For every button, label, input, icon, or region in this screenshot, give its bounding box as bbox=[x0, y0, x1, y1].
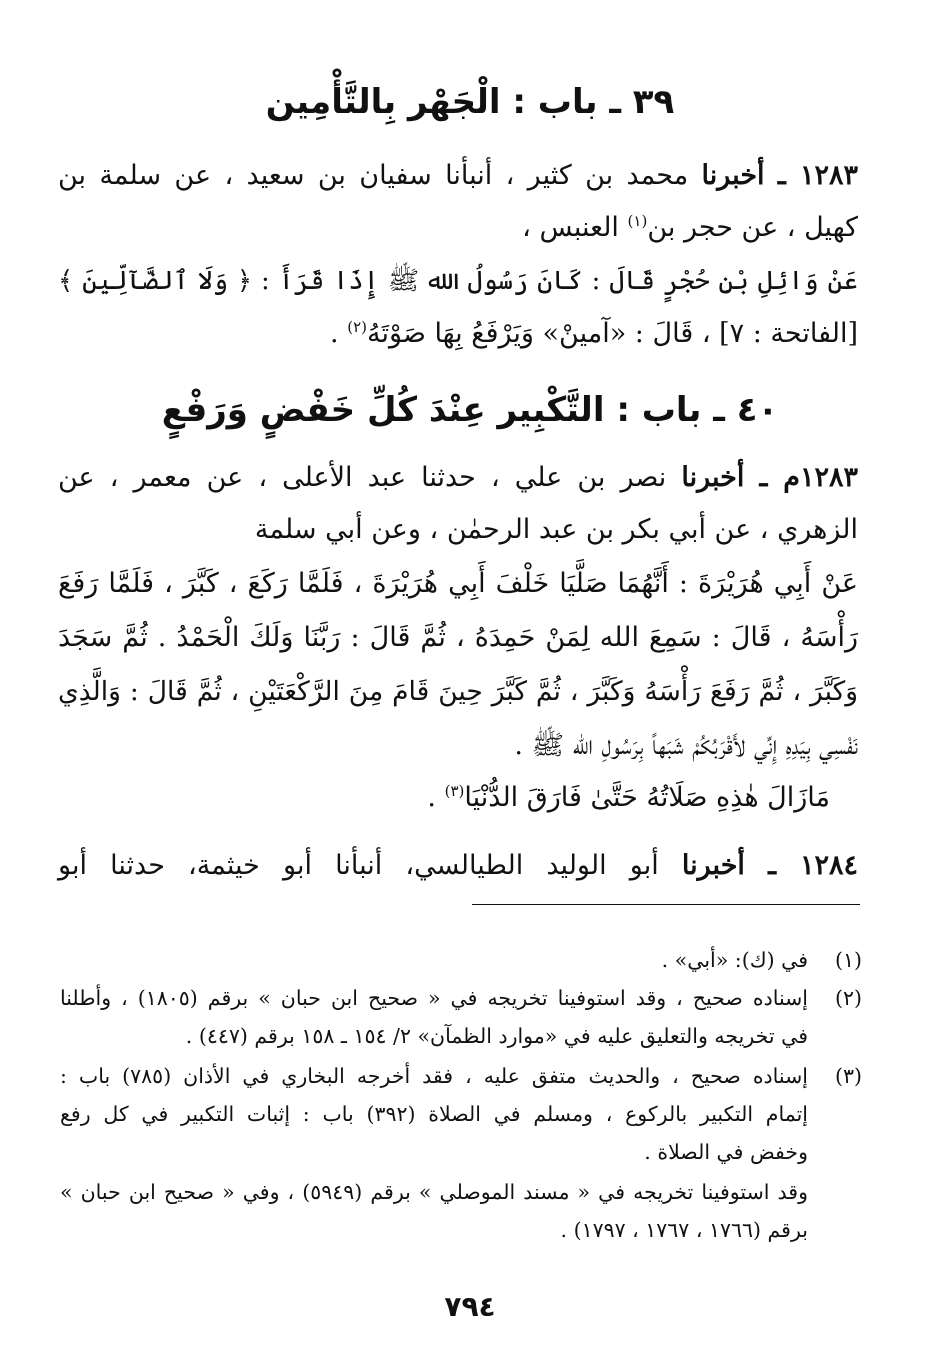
hadith-matn: [الفاتحة : ٧] ، قَالَ : «آمينْ» وَيَرْفَعُ بِهَا صَوْتَهُ bbox=[367, 318, 858, 349]
footnote-number: (١) bbox=[834, 948, 862, 972]
hadith-matn: . bbox=[427, 782, 437, 813]
hadith-lead-word: أخبرنا bbox=[701, 160, 765, 191]
footnote-separator bbox=[472, 904, 860, 905]
hadith-1283m-line-7 bbox=[58, 782, 830, 814]
hadith-text: العنبس ، bbox=[522, 212, 619, 243]
hadith-lead-word: أخبرنا bbox=[681, 462, 745, 493]
hadith-1283m-line-1 bbox=[58, 462, 858, 494]
hadith-matn: رَأْسَهُ ، قَالَ : سَمِعَ الله لِمَنْ حَمِدَهُ ، ثُمَّ قَالَ : رَبَّنَا وَلَكَ الْحَمْدُ . ثُمَّ سَجَدَ bbox=[58, 622, 858, 653]
footnote-1-line-1: في (ك): «أبي» . bbox=[661, 948, 808, 972]
footnote-3-line-1: إسناده صحيح ، والحديث متفق عليه ، فقد أخرجه البخاري في الأذان (٧٨٥) باب : bbox=[60, 1064, 808, 1088]
hadith-1283m-line-3 bbox=[58, 568, 858, 600]
footnote-2-line-2: في تخريجه والتعليق عليه في «موارد الظمآن» ٢/ ١٥٤ ـ ١٥٨ برقم (٤٤٧) . bbox=[185, 1024, 808, 1048]
hadith-1283m-line-4 bbox=[58, 622, 858, 654]
page-number: ٧٩٤ bbox=[444, 1290, 496, 1323]
footnote-marker[interactable]: (٢) bbox=[347, 318, 367, 336]
hadith-1284-line-1 bbox=[58, 850, 858, 882]
hadith-matn: مَازَالَ هٰذِهِ صَلَاتُهُ حَتَّىٰ فَارَقَ الدُّنْيَا bbox=[464, 782, 830, 813]
footnote-2-line-1: إسناده صحيح ، وقد استوفينا تخريجه في « صحيح ابن حبان » برقم (١٨٠٥) ، وأطلنا bbox=[60, 986, 808, 1010]
hadith-text: الزهري ، عن أبي بكر بن عبد الرحمٰن ، وعن أبي سلمة bbox=[254, 514, 858, 545]
hadith-matn: . bbox=[330, 318, 339, 349]
hadith-1283-line-2 bbox=[58, 212, 858, 244]
hadith-matn: وَكَبَّرَ ، ثُمَّ رَفَعَ رَأْسَهُ وَكَبَّرَ ، ثُمَّ كَبَّرَ حِينَ قَامَ مِنَ الرَّكْعَتَيْنِ ، ثُمَّ قَالَ : وَالَّذِي bbox=[58, 676, 858, 707]
hadith-lead-word: أخبرنا bbox=[681, 850, 745, 881]
footnote-3-line-5: برقم (١٧٦٦ ، ١٧٦٧ ، ١٧٩٧) . bbox=[560, 1218, 808, 1242]
chapter-39-heading: ٣٩ ـ باب : الْجَهْر بِالتَّأْمِين bbox=[265, 82, 675, 122]
chapter-40-heading: ٤٠ ـ باب : التَّكْبِير عِنْدَ كُلِّ خَفْضٍ وَرَفْعٍ bbox=[161, 390, 779, 430]
footnote-3-line-2: إتمام التكبير بالركوع ، ومسلم في الصلاة (٣٩٢) باب : إثبات التكبير في كل رفع bbox=[60, 1102, 808, 1126]
hadith-1283-line-3 bbox=[58, 266, 858, 297]
hadith-text: كهيل ، عن حجر بن bbox=[647, 212, 858, 243]
hadith-text: محمد بن كثير ، أنبأنا سفيان بن سعيد ، عن سلمة بن bbox=[58, 160, 689, 191]
footnote-3-line-4: وقد استوفينا تخريجه في « مسند الموصلي » برقم (٥٩٤٩) ، وفي « صحيح ابن حبان » bbox=[60, 1180, 808, 1204]
footnote-marker[interactable]: (٣) bbox=[444, 782, 465, 800]
hadith-number: ١٢٨٣م ـ bbox=[759, 462, 858, 493]
hadith-1283-line-4 bbox=[58, 318, 858, 350]
footnote-number: (٢) bbox=[834, 986, 862, 1010]
hadith-matn: عَنْ وَائِلِ بْنِ حُجْرٍ قَالَ : كَانَ رَسُولُ الله ﷺ إِذَا قَرَأَ : ﴿ وَلَا ٱلضَّآلِّينَ ﴾ bbox=[58, 266, 858, 296]
hadith-1283-line-1 bbox=[58, 160, 858, 192]
hadith-number: ١٢٨٣ ـ bbox=[777, 160, 858, 191]
hadith-text: نصر بن علي ، حدثنا عبد الأعلى ، عن معمر ، عن bbox=[58, 462, 667, 493]
hadith-1283m-line-2 bbox=[58, 514, 858, 546]
hadith-number: ١٢٨٤ ـ bbox=[768, 850, 858, 881]
hadith-text: أبو الوليد الطيالسي، أنبأنا أبو خيثمة، حدثنا أبو bbox=[58, 850, 659, 881]
hadith-matn: عَنْ أَبِي هُرَيْرَةَ : أَنَّهُمَا صَلَّيَا خَلْفَ أَبِي هُرَيْرَةَ ، فَلَمَّا رَكَعَ ، كَبَّرَ ، فَلَمَّا رَفَعَ bbox=[58, 568, 858, 599]
footnote-marker[interactable]: (١) bbox=[627, 212, 648, 230]
footnote-number: (٣) bbox=[834, 1064, 862, 1088]
footnote-3-line-3: وخفض في الصلاة . bbox=[644, 1140, 808, 1164]
hadith-1283m-line-6 bbox=[58, 730, 858, 762]
hadith-1283m-line-5 bbox=[58, 676, 858, 708]
hadith-matn: نَفْسِي بِيَدِهِ إِنِّي لأَقْرَبُكُمْ شَبَهاً بِرَسُولِ الله ﷺ . bbox=[514, 730, 858, 761]
